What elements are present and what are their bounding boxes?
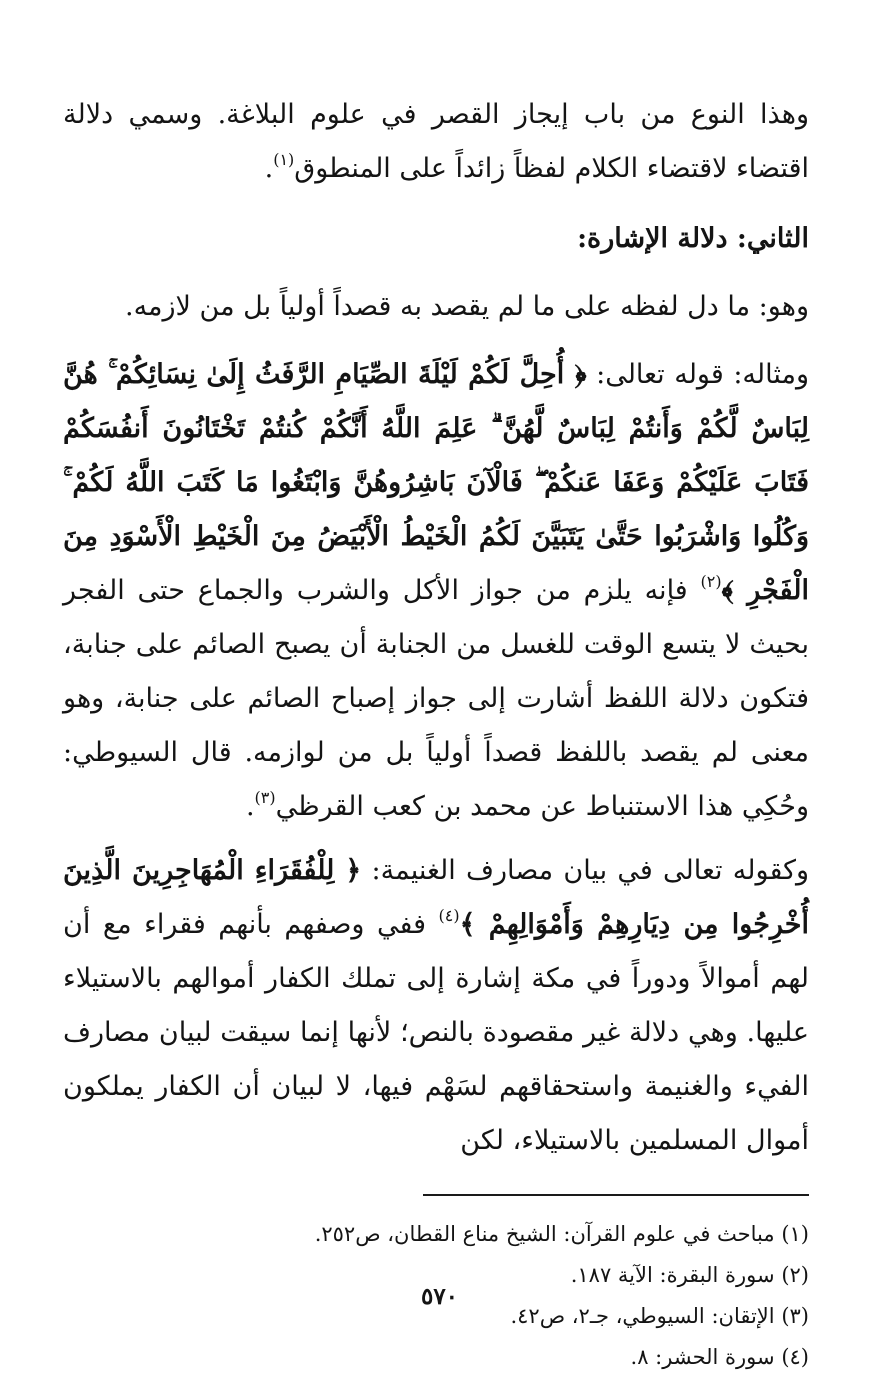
quran-verse: ﴿ لِلْفُقَرَاءِ الْمُهَاجِرِينَ الَّذِينَ أُخْرِجُوا مِن دِيَارِهِمْ وَأَمْوَالِهِمْ ﴾ [63, 855, 809, 940]
example-paragraph [63, 348, 809, 834]
paragraph-iqtida [63, 88, 809, 196]
footnote-text: سورة الحشر: ٨. [630, 1345, 775, 1369]
definition-paragraph: وهو: ما دل لفظه على ما لم يقصد به قصداً أولياً بل من لازمه. [125, 291, 809, 322]
footnote-text: سورة البقرة: الآية ١٨٧. [570, 1263, 775, 1287]
footnote-number: (٣) [781, 1304, 809, 1328]
footnote-ref-2[interactable]: (٢) [700, 572, 722, 591]
example-body: فإنه يلزم من جواز الأكل والشرب والجماع حتى الفجر بحيث لا يتسع الوقت للغسل من الجنابة أن يصبح الصائم على جنابة، فتكون دلالة اللفظ أشارت إلى جواز إصباح الصائم على جنابة، وهو معنى لم يقصد باللفظ قصداً أولياً بل من لوازمه. قال السيوطي: وحُكِي هذا الاستنباط عن محمد بن كعب القرظي [63, 575, 809, 822]
footnote-ref-3[interactable]: (٣) [254, 788, 276, 807]
footnote-4 [63, 1337, 809, 1378]
section-heading: الثاني: دلالة الإشارة: [577, 223, 809, 254]
footnote-ref-1[interactable]: (١) [273, 150, 295, 169]
footnote-number: (٤) [781, 1345, 809, 1369]
footnote-divider [423, 1194, 809, 1196]
footnote-ref-4[interactable]: (٤) [438, 906, 460, 925]
second-example-paragraph [63, 844, 809, 1168]
footnote-number: (٢) [781, 1263, 809, 1287]
paragraph-end: . [264, 153, 274, 184]
footnote-text: مباحث في علوم القرآن: الشيخ مناع القطان، ص٢٥٢. [314, 1222, 775, 1246]
example-body: ففي وصفهم بأنهم فقراء مع أن لهم أموالاً ودوراً في مكة إشارة إلى تملك الكفار أموالهم بالاستيلاء عليها. وهي دلالة غير مقصودة بالنص؛ لأنها إنما سيقت لبيان مصارف الفيء والغنيمة واستحقاقهم لسَهْم فيها، لا لبيان أن الكفار يملكون أموال المسلمين بالاستيلاء، لكن [63, 909, 809, 1156]
page-number: ٥٧٠ [420, 1283, 459, 1310]
footnote-number: (١) [781, 1222, 809, 1246]
footnote-text: الإتقان: السيوطي، جـ٢، ص٤٢. [510, 1304, 775, 1328]
example-intro: وكقوله تعالى في بيان مصارف الغنيمة: [371, 855, 809, 886]
paragraph-text: وهذا النوع من باب إيجاز القصر في علوم البلاغة. وسمي دلالة اقتضاء لاقتضاء الكلام لفظاً زائداً على المنطوق [63, 99, 809, 184]
footnote-1 [63, 1214, 809, 1255]
example-intro: ومثاله: قوله تعالى: [596, 359, 809, 390]
quran-verse: ﴿ أُحِلَّ لَكُمْ لَيْلَةَ الصِّيَامِ الرَّفَثُ إِلَىٰ نِسَائِكُمْ ۚ هُنَّ لِبَاسٌ لَّكُمْ وَأَنتُمْ لِبَاسٌ لَّهُنَّ ۗ عَلِمَ اللَّهُ أَنَّكُمْ كُنتُمْ تَخْتَانُونَ أَنفُسَكُمْ فَتَابَ عَلَيْكُمْ وَعَفَا عَنكُمْ ۖ فَالْآنَ بَاشِرُوهُنَّ وَابْتَغُوا مَا كَتَبَ اللَّهُ لَكُمْ ۚ وَكُلُوا وَاشْرَبُوا حَتَّىٰ يَتَبَيَّنَ لَكُمُ الْخَيْطُ الْأَبْيَضُ مِنَ الْخَيْطِ الْأَسْوَدِ مِنَ الْفَجْرِ ﴾ [63, 359, 809, 606]
paragraph-end: . [245, 791, 255, 822]
